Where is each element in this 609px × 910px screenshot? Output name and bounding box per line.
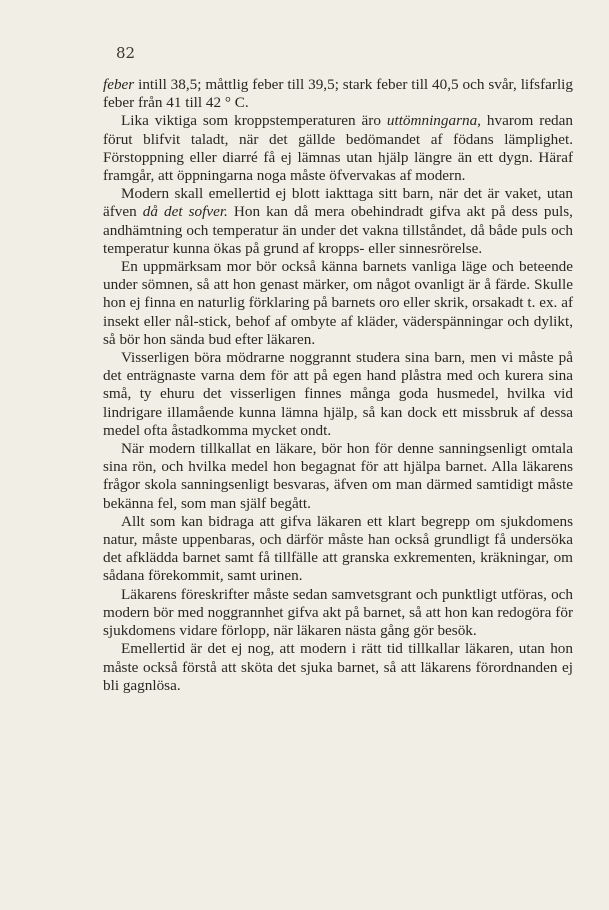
- paragraph: [103, 586, 573, 641]
- paragraph: [103, 258, 573, 349]
- text-run: Visserligen böra mödrarne noggrannt studera sina barn, men vi måste på det enträgnaste varna dem för att på egen hand plåstra med och kurera sina små, ty ehuru det visserligen finnes många goda husmedel, hvilka vid lindrigare illamående kunna lämna hjälp, så kan dock ett missbruk af dessa medel ofta åstadkomma mycket ondt.: [103, 349, 573, 439]
- text-run: intill 38,5; måttlig feber till 39,5; stark feber till 40,5 och svår, lifsfarlig feber från 41 till 42 ° C.: [103, 76, 573, 112]
- italic-text: då det sofver.: [142, 203, 228, 221]
- text-run: hvarom redan förut blifvit taladt, när det gällde bedömandet af födans lämplighet. Förstoppning eller diarré få ej lämnas utan hjälp längre än ett dygn. Häraf framgår, att öppningarna noga måste öfvervakas af modern.: [103, 112, 573, 185]
- paragraph: [103, 112, 573, 185]
- text-run: Allt som kan bidraga att gifva läkaren ett klart begrepp om sjukdomens natur, måste uppenbaras, och därför måste han också grundligt få undersöka det afklädda barnet samt få tillfälle att granska exkrementen, kräkningar, om sådana förekommit, samt urinen.: [103, 512, 573, 585]
- paragraph: [103, 513, 573, 586]
- text-run: Emellertid är det ej nog, att modern i rätt tid tillkallar läkaren, utan hon måste också förstå att sköta det sjuka barnet, så att läkarens förordnanden ej bli gagnlösa.: [103, 640, 573, 694]
- text-run: Läkarens föreskrifter måste sedan samvetsgrant och punktligt utföras, och modern bör med noggrannhet gifva akt på barnet, så att hon kan redogöra för sjukdomens vidare förlopp, när läkaren nästa gång gör besök.: [103, 585, 573, 640]
- text-run: En uppmärksam mor bör också känna barnets vanliga läge och beteende under sömnen, så att hon genast märker, om något ovanligt är å färde. Skulle hon ej finna en naturlig förklaring på barnets oro eller skrik, orsakadt t. ex. af insekt eller nål-stick, behof af ombyte af kläder, väderspänningar och dylikt, så bör hon sända bud efter läkaren.: [103, 258, 573, 348]
- paragraph: [103, 440, 573, 513]
- page-number: 82: [116, 44, 136, 62]
- paragraph: [103, 640, 573, 695]
- text-run: När modern tillkallat en läkare, bör hon för denne sanningsenligt omtala sina rön, och hvilka medel hon begagnat för att hjälpa barnet. Alla läkarens frågor skola sanningsenligt besvaras, äfven om man därmed samtidigt måste bekänna fel, som man själf begått.: [103, 440, 573, 512]
- paragraph: [103, 76, 573, 112]
- italic-text: feber: [103, 76, 135, 93]
- paragraph: [103, 185, 573, 258]
- italic-text: uttömningarna,: [386, 112, 481, 130]
- body-text: [103, 76, 573, 695]
- text-run: Lika viktiga som kroppstemperaturen äro: [121, 112, 387, 130]
- text-run: Modern skall emellertid ej blott iakttaga sitt barn, när det är vaket, utan äfven: [103, 185, 573, 221]
- text-run: Hon kan då mera obehindradt gifva akt på dess puls, andhämtning och temperatur än under det vakna tillståndet, då både puls och temperatur kunna ökas på grund af kropps- eller sinnesrörelse.: [103, 203, 573, 257]
- paragraph: [103, 349, 573, 440]
